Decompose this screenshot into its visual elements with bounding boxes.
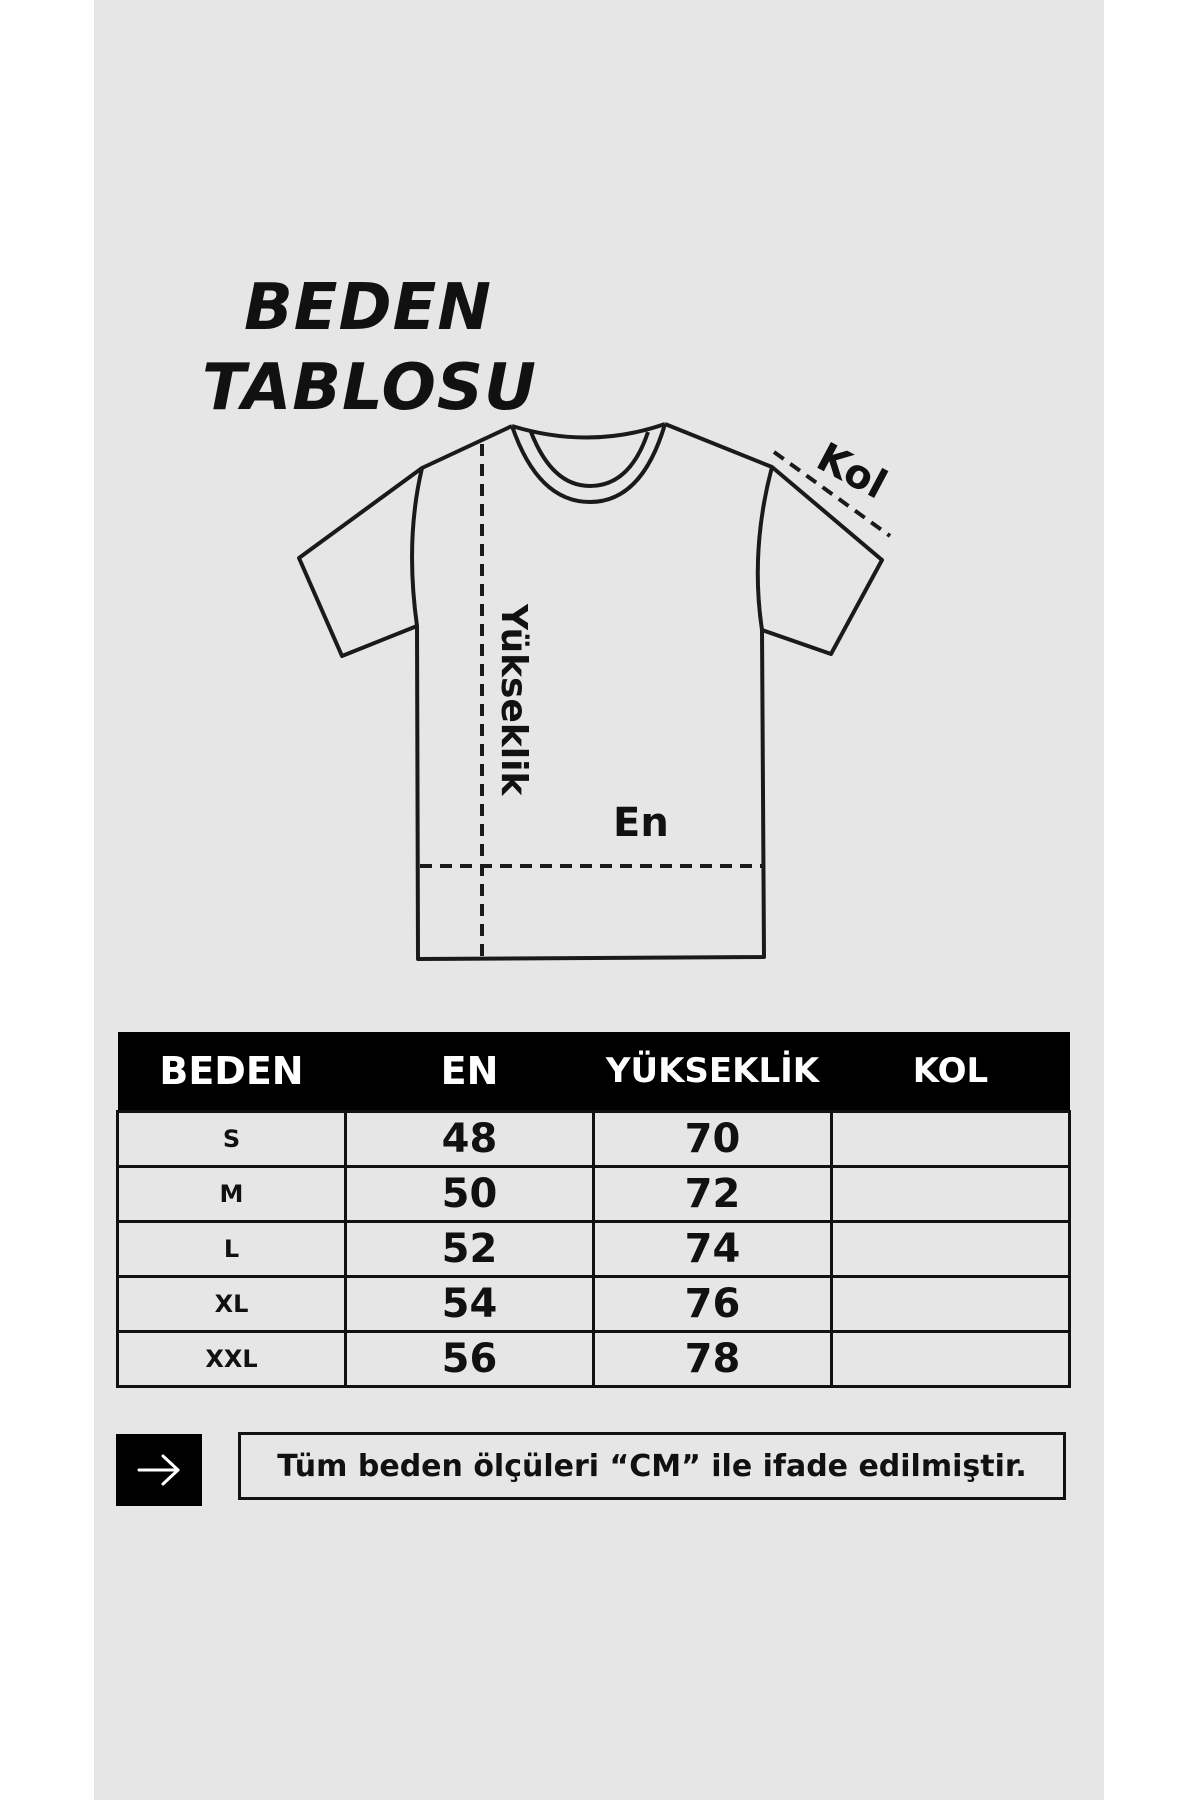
en-cell: 52 <box>346 1222 594 1277</box>
kol-cell <box>832 1332 1070 1387</box>
table-row <box>118 1112 1070 1167</box>
table-row <box>118 1277 1070 1332</box>
size-cell: M <box>118 1167 346 1222</box>
en-cell: 54 <box>346 1277 594 1332</box>
yukseklik-cell: 78 <box>594 1332 832 1387</box>
title-line-1: BEDEN <box>244 271 492 345</box>
kol-cell <box>832 1277 1070 1332</box>
tshirt-collar-top <box>512 424 665 438</box>
en-cell: 50 <box>346 1167 594 1222</box>
header-beden: BEDEN <box>118 1032 346 1112</box>
unit-note-text: Tüm beden ölçüleri “CM” ile ifade edilmiştir. <box>277 1448 1027 1484</box>
arrow-right-icon <box>136 1453 182 1487</box>
kol-cell <box>832 1167 1070 1222</box>
right-sleeve-seam <box>758 467 772 630</box>
table-row <box>118 1222 1070 1277</box>
header-en: EN <box>346 1032 594 1112</box>
size-cell: S <box>118 1112 346 1167</box>
table-row <box>118 1332 1070 1387</box>
width-label: En <box>613 800 669 846</box>
tshirt-collar-inner <box>531 432 648 486</box>
en-cell: 56 <box>346 1332 594 1387</box>
size-cell: XL <box>118 1277 346 1332</box>
height-label: Yükseklik <box>493 604 534 796</box>
yukseklik-cell: 72 <box>594 1167 832 1222</box>
table-header-row <box>118 1032 1070 1112</box>
size-cell: XXL <box>118 1332 346 1387</box>
yukseklik-cell: 76 <box>594 1277 832 1332</box>
size-cell: L <box>118 1222 346 1277</box>
tshirt-body <box>299 424 882 959</box>
title-line-2: TABLOSU <box>202 351 537 425</box>
header-kol: KOL <box>832 1032 1070 1112</box>
note-arrow-box <box>116 1434 202 1506</box>
en-cell: 48 <box>346 1112 594 1167</box>
sleeve-label: Kol <box>809 434 895 509</box>
header-yukseklik: YÜKSEKLİK <box>594 1032 832 1112</box>
table-row <box>118 1167 1070 1222</box>
unit-note-box <box>238 1432 1066 1500</box>
kol-cell <box>832 1112 1070 1167</box>
tshirt-outline-icon <box>280 410 910 990</box>
yukseklik-cell: 70 <box>594 1112 832 1167</box>
kol-cell <box>832 1222 1070 1277</box>
size-table <box>116 1032 1071 1388</box>
left-sleeve-seam <box>412 468 422 626</box>
yukseklik-cell: 74 <box>594 1222 832 1277</box>
